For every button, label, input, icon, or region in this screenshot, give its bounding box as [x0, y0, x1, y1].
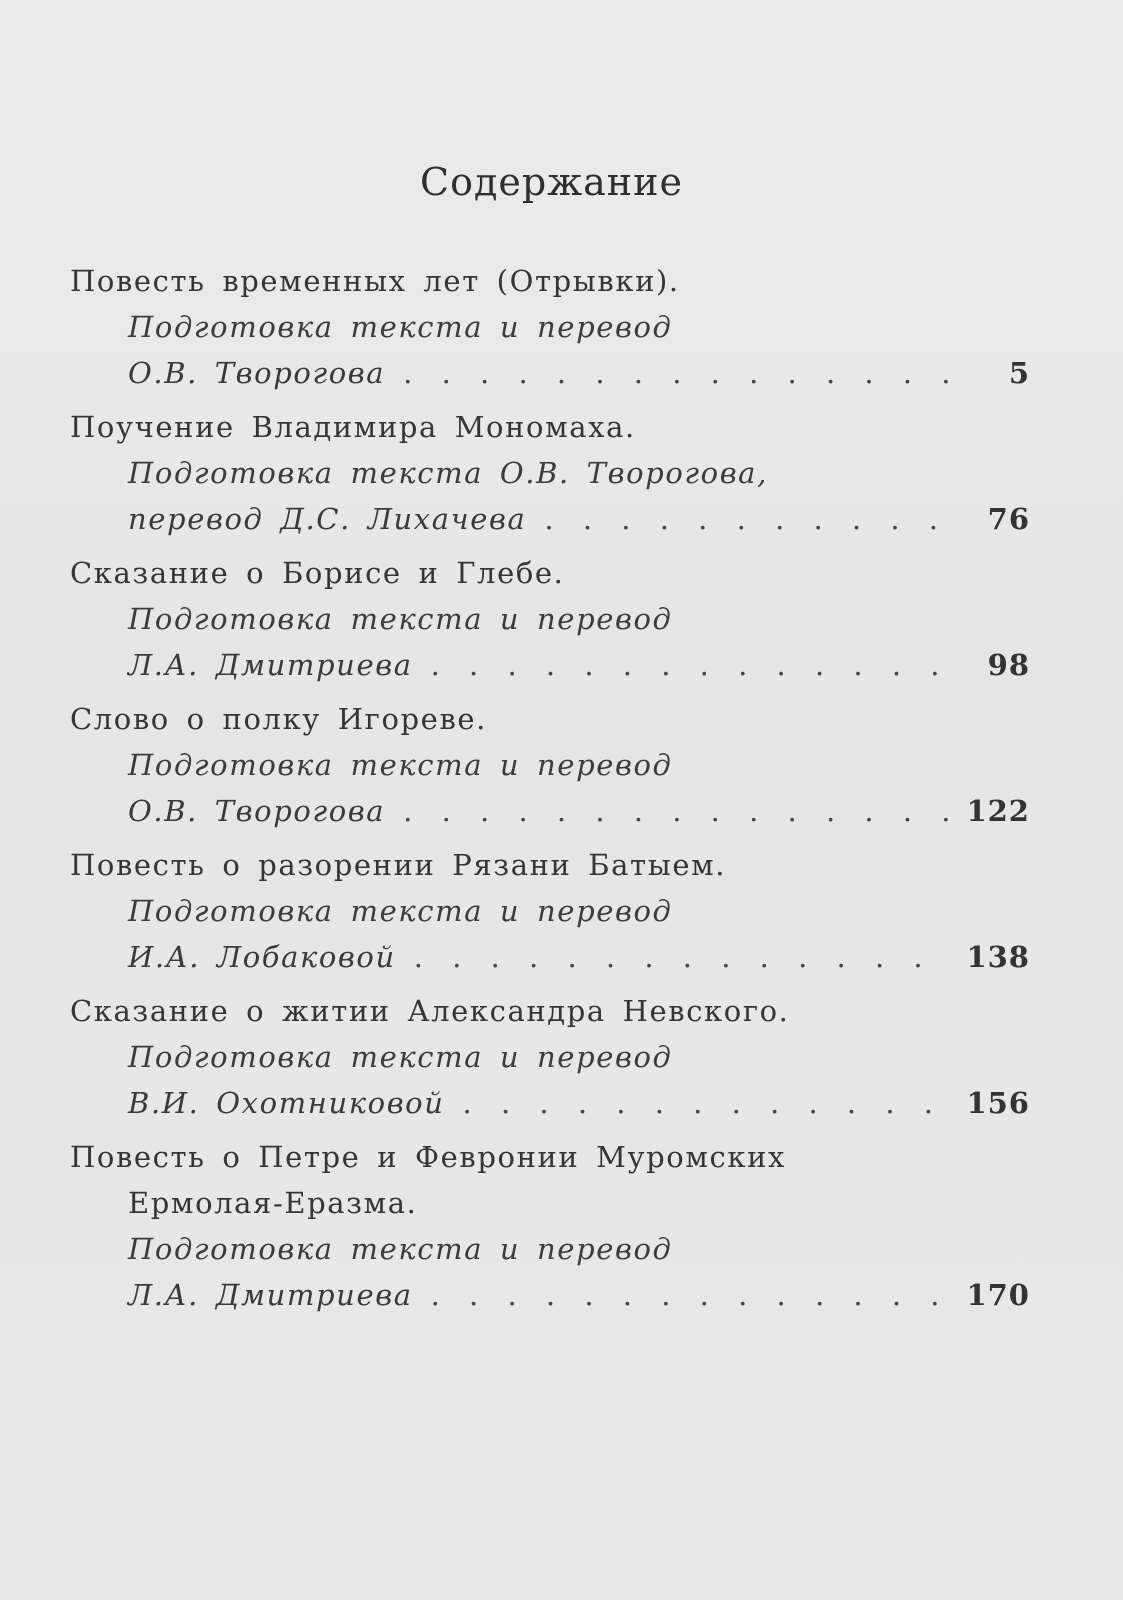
toc-entry-author: Л.А. Дмитриева [128, 1278, 413, 1312]
dot-leader [431, 642, 948, 688]
toc-entry [70, 988, 1030, 1126]
toc-entry-credit: Подготовка текста и перевод [128, 894, 673, 928]
dot-leader [544, 496, 948, 542]
dot-leader [431, 1272, 948, 1318]
toc-entry-title: Повесть о разорении Рязани Батыем. [70, 848, 727, 882]
toc-entry-credit: Подготовка текста и перевод [128, 602, 673, 636]
toc-entry [70, 842, 1030, 980]
toc-entry-credit: Подготовка текста и перевод [128, 748, 673, 782]
toc-entry-leader-line [70, 934, 1030, 980]
toc-entry-page-number: 98 [987, 648, 1030, 682]
toc-entry-page-number: 138 [966, 940, 1030, 974]
toc-entry-title: Сказание о Борисе и Глебе. [70, 556, 565, 590]
toc-entry-author: О.В. Творогова [128, 356, 386, 390]
toc-entry-author: Л.А. Дмитриева [128, 648, 413, 682]
toc-entry [70, 404, 1030, 542]
toc-entry-title: Повесть временных лет (Отрывки). [70, 264, 680, 298]
toc-entry-author: перевод Д.С. Лихачева [128, 502, 527, 536]
toc-entry-credit: Подготовка текста и перевод [128, 310, 673, 344]
toc-entry-leader-line [70, 642, 1030, 688]
toc-entry-leader-line [70, 350, 1030, 396]
toc-entry-author: В.И. Охотниковой [128, 1086, 445, 1120]
toc-entry-author: И.А. Лобаковой [128, 940, 396, 974]
toc-entry [70, 1134, 1030, 1318]
toc-entry-leader-line [70, 1080, 1030, 1126]
toc-entry-title: Поучение Владимира Мономаха. [70, 410, 636, 444]
toc-entry-title: Ермолая-Еразма. [128, 1186, 418, 1220]
page-title: Содержание [420, 160, 683, 204]
toc-entry-leader-line [70, 1272, 1030, 1318]
toc-entry-credit: Подготовка текста О.В. Творогова, [128, 456, 768, 490]
toc-entry-page-number: 170 [966, 1278, 1030, 1312]
toc-entry [70, 258, 1030, 396]
toc-entry-author: О.В. Творогова [128, 794, 386, 828]
toc-entry-title: Повесть о Петре и Февронии Муромских [70, 1140, 786, 1174]
dot-leader [403, 350, 948, 396]
toc-entry-leader-line [70, 496, 1030, 542]
table-of-contents [70, 258, 1030, 1326]
dot-leader [403, 788, 948, 834]
toc-entry-title: Сказание о житии Александра Невского. [70, 994, 790, 1028]
toc-entry [70, 550, 1030, 688]
toc-entry-leader-line [70, 788, 1030, 834]
toc-entry [70, 696, 1030, 834]
toc-entry-page-number: 76 [987, 502, 1030, 536]
toc-entry-credit: Подготовка текста и перевод [128, 1040, 673, 1074]
dot-leader [414, 934, 948, 980]
dot-leader [463, 1080, 948, 1126]
toc-entry-credit: Подготовка текста и перевод [128, 1232, 673, 1266]
toc-entry-page-number: 5 [1008, 356, 1030, 390]
toc-entry-page-number: 156 [966, 1086, 1030, 1120]
toc-entry-page-number: 122 [966, 794, 1030, 828]
toc-entry-title: Слово о полку Игореве. [70, 702, 487, 736]
